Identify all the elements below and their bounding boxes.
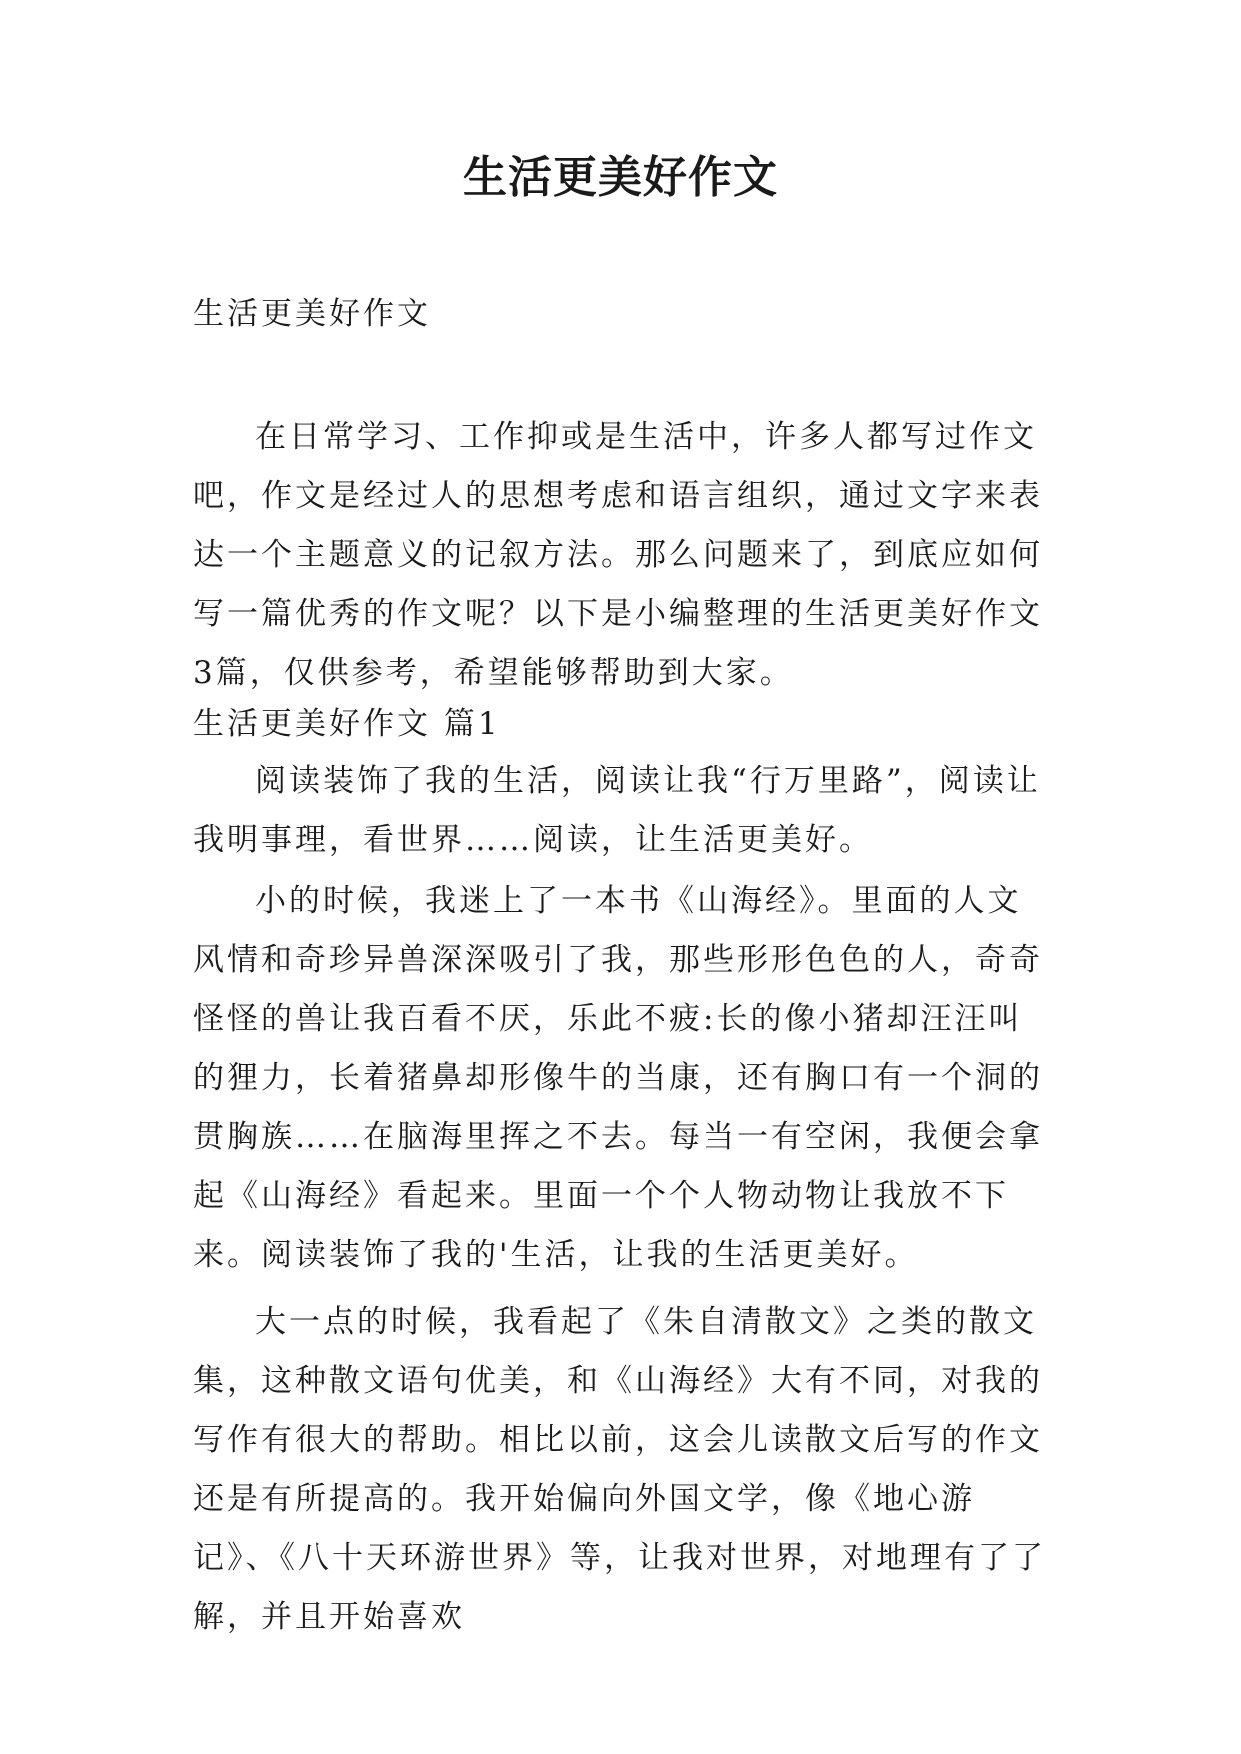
- document-title: 生活更美好作文: [463, 152, 778, 203]
- intro-section: [193, 408, 1053, 703]
- section-heading: 生活更美好作文 篇1: [193, 706, 501, 742]
- document-subtitle: 生活更美好作文: [193, 296, 431, 332]
- body-paragraph-3: 大一点的时候，我看起了《朱自清散文》之类的散文集，这种散文语句优美，和《山海经》大有不同，对我的写作有很大的帮助。相比以前，这会儿读散文后写的作文还是有所提高的。我开始偏向外国文学，像《地心游记》、《八十天环游世界》等，让我对世界，对地理有了了解，并且开始喜欢: [193, 1304, 1046, 1635]
- intro-paragraph: 在日常学习、工作抑或是生活中，许多人都写过作文吧，作文是经过人的思想考虑和语言组织，通过文字来表达一个主题意义的记叙方法。那么问题来了，到底应如何写一篇优秀的作文呢？以下是小编整理的生活更美好作文3篇，仅供参考，希望能够帮助到大家。: [193, 419, 1043, 691]
- body-paragraph-2: 小的时候，我迷上了一本书《山海经》。里面的人文风情和奇珍异兽深深吸引了我，那些形形色色的人，奇奇怪怪的兽让我百看不厌，乐此不疲:长的像小猪却汪汪叫的狸力，长着猪鼻却形像牛的当康，还有胸口有一个洞的贯胸族……在脑海里挥之不去。每当一有空闲，我便会拿起《山海经》看起来。里面一个个人物动物让我放不下来。阅读装饰了我的'生活，让我的生活更美好。: [193, 883, 1043, 1273]
- body-paragraph-1: 阅读装饰了我的生活，阅读让我“行万里路”，阅读让我明事理，看世界……阅读，让生活更美好。: [193, 763, 1041, 858]
- section-body: [193, 752, 1053, 1647]
